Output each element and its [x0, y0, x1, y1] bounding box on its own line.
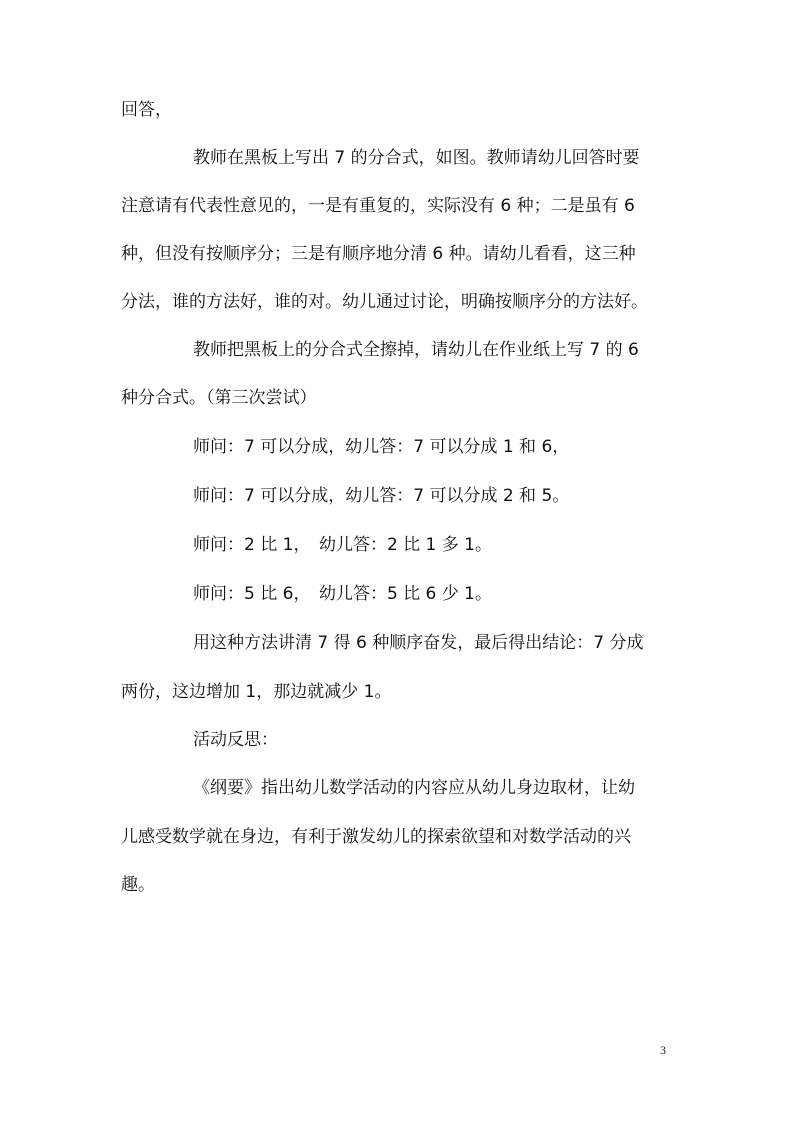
- text-line-3: 注意请有代表性意见的，一是有重复的，实际没有 6 种；二是虽有 6: [121, 196, 635, 216]
- text-line-10: 师问：2 比 1， 幼儿答：2 比 1 多 1。: [193, 535, 493, 555]
- text-line-1: 回答，: [121, 100, 172, 120]
- text-line-14: 活动反思：: [193, 730, 278, 750]
- text-line-5: 分法，谁的方法好，谁的对。幼儿通过讨论，明确按顺序分的方法好。: [121, 292, 648, 312]
- text-line-12: 用这种方法讲清 7 得 6 种顺序奋发，最后得出结论：7 分成: [193, 633, 644, 653]
- text-line-4: 种，但没有按顺序分；三是有顺序地分清 6 种。请幼儿看看，这三种: [121, 244, 636, 264]
- text-line-9: 师问：7 可以分成，幼儿答：7 可以分成 2 和 5。: [193, 486, 570, 506]
- page-number: 3: [660, 1043, 666, 1057]
- text-line-7: 种分合式。（第三次尝试）: [121, 388, 317, 408]
- text-line-2: 教师在黑板上写出 7 的分合式，如图。教师请幼儿回答时要: [193, 148, 640, 168]
- text-line-11: 师问：5 比 6， 幼儿答：5 比 6 少 1。: [193, 584, 493, 604]
- text-line-6: 教师把黑板上的分合式全擦掉，请幼儿在作业纸上写 7 的 6: [193, 340, 639, 360]
- text-line-17: 趣。: [121, 875, 155, 895]
- text-line-8: 师问：7 可以分成，幼儿答：7 可以分成 1 和 6，: [193, 437, 570, 457]
- text-line-16: 儿感受数学就在身边，有利于激发幼儿的探索欲望和对数学活动的兴: [121, 827, 631, 847]
- text-line-13: 两份，这边增加 1，那边就减少 1。: [121, 682, 392, 702]
- text-line-15: 《纲要》指出幼儿数学活动的内容应从幼儿身边取材，让幼: [193, 778, 635, 798]
